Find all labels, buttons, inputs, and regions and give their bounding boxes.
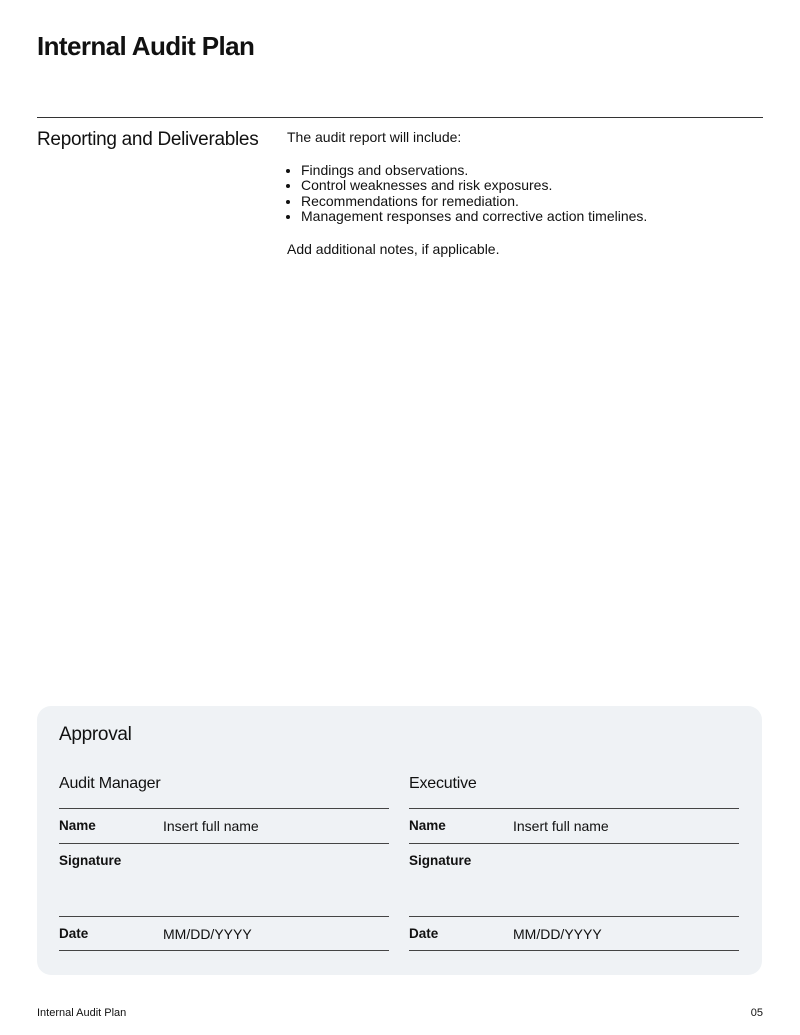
signature-row[interactable] xyxy=(409,844,739,917)
section-heading: Reporting and Deliverables xyxy=(37,129,259,150)
signer-role: Executive xyxy=(409,772,739,809)
approval-column-audit-manager xyxy=(59,772,389,951)
page-title: Internal Audit Plan xyxy=(37,31,255,61)
section-body xyxy=(287,130,757,258)
section-intro: The audit report will include: xyxy=(287,129,462,145)
section-notes: Add additional notes, if applicable. xyxy=(287,240,500,257)
name-field[interactable]: Insert full name xyxy=(163,818,259,834)
signature-label: Signature xyxy=(409,853,472,868)
name-label: Name xyxy=(409,818,446,833)
list-item: • Findings and observations. xyxy=(301,163,757,179)
footer-document-name: Internal Audit Plan xyxy=(37,1007,127,1019)
name-row xyxy=(409,809,739,844)
date-field[interactable]: MM/DD/YYYY xyxy=(513,926,602,942)
name-row xyxy=(59,809,389,844)
date-field[interactable]: MM/DD/YYYY xyxy=(163,926,252,942)
header-divider xyxy=(37,117,763,118)
date-row xyxy=(59,917,389,951)
approval-column-executive xyxy=(409,772,739,951)
name-label: Name xyxy=(59,818,96,833)
list-item: • Management responses and corrective action timelines. xyxy=(301,209,757,225)
signer-role: Audit Manager xyxy=(59,772,389,809)
list-item: • Recommendations for remediation. xyxy=(301,194,757,210)
signature-label: Signature xyxy=(59,853,122,868)
list-item: • Control weaknesses and risk exposures. xyxy=(301,178,757,194)
date-label: Date xyxy=(59,926,89,941)
deliverables-list xyxy=(287,163,757,225)
date-label: Date xyxy=(409,926,439,941)
footer-page-number: 05 xyxy=(750,1007,763,1019)
approval-title: Approval xyxy=(59,724,132,745)
date-row xyxy=(409,917,739,951)
approval-panel xyxy=(37,706,762,975)
signature-row[interactable] xyxy=(59,844,389,917)
name-field[interactable]: Insert full name xyxy=(513,818,609,834)
